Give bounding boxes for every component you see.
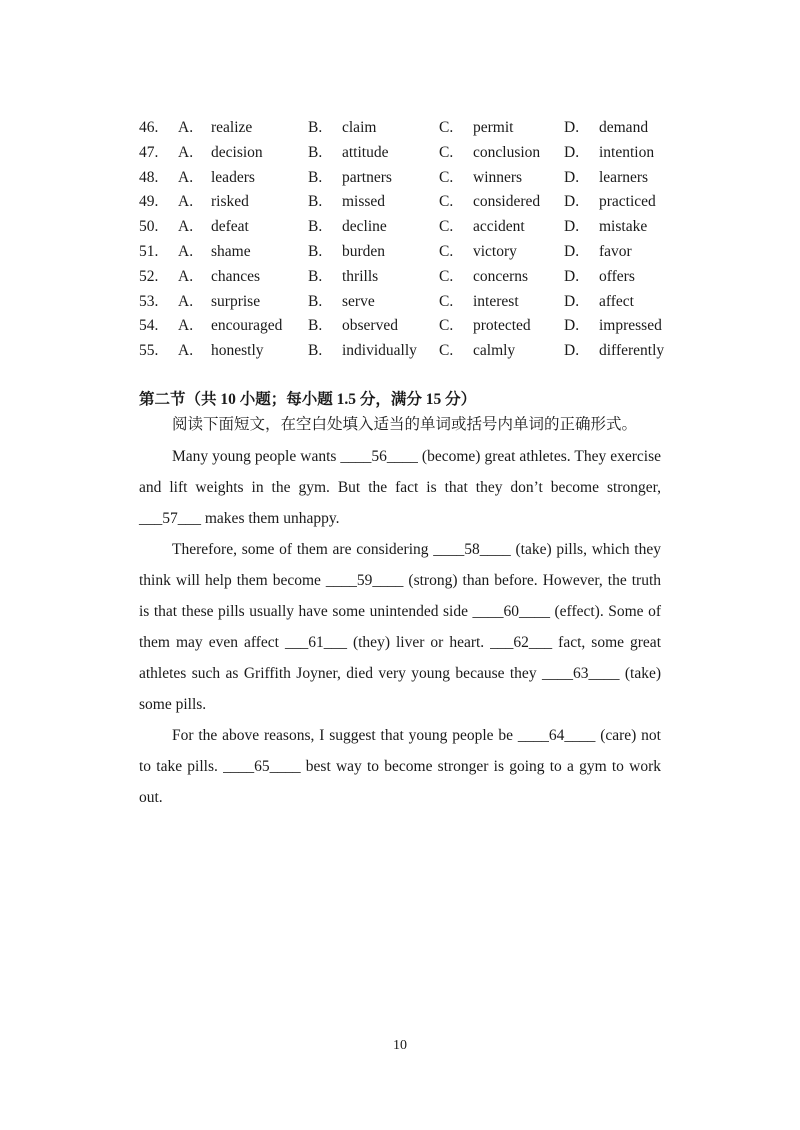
option-d: favor <box>599 242 632 260</box>
option-b: serve <box>342 292 375 310</box>
question-number: 53. <box>139 292 159 310</box>
option-letter-d: D. <box>564 317 580 335</box>
option-b: partners <box>342 168 392 186</box>
passage-paragraph: Many young people wants ____56____ (become) great athletes. They exercise and lift weights in the gym. But the fact is that they don’t become stronger, ___57___ makes them unhappy. <box>139 448 661 527</box>
question-number: 49. <box>139 193 159 211</box>
option-b: individually <box>342 342 417 360</box>
option-letter-b: B. <box>308 342 323 360</box>
passage-paragraph: For the above reasons, I suggest that young people be ____64____ (care) not to take pills. ____65____ best way to become stronger is going to a gym to work out. <box>139 727 661 806</box>
option-letter-b: B. <box>308 317 323 335</box>
option-letter-b: B. <box>308 267 323 285</box>
option-a: honestly <box>211 342 264 360</box>
option-letter-c: C. <box>439 267 454 285</box>
option-letter-c: C. <box>439 292 454 310</box>
option-a: encouraged <box>211 317 283 335</box>
option-letter-c: C. <box>439 218 454 236</box>
option-c: protected <box>473 317 531 335</box>
option-letter-a: A. <box>178 317 194 335</box>
option-letter-b: B. <box>308 168 323 186</box>
question-number: 46. <box>139 119 159 136</box>
option-a: decision <box>211 143 263 161</box>
option-letter-a: A. <box>178 193 194 211</box>
option-c: permit <box>473 119 514 136</box>
question-number: 54. <box>139 317 159 335</box>
option-letter-d: D. <box>564 143 580 161</box>
passage <box>139 441 661 813</box>
question-number: 47. <box>139 143 159 161</box>
option-c: victory <box>473 242 517 260</box>
option-c: concerns <box>473 267 529 285</box>
option-b: claim <box>342 119 377 136</box>
option-letter-a: A. <box>178 143 194 161</box>
question-number: 48. <box>139 168 159 186</box>
option-letter-d: D. <box>564 242 580 260</box>
option-letter-a: A. <box>178 119 194 136</box>
option-letter-a: A. <box>178 342 194 360</box>
question-number: 51. <box>139 242 159 260</box>
option-letter-b: B. <box>308 292 323 310</box>
option-letter-c: C. <box>439 193 454 211</box>
option-letter-b: B. <box>308 143 323 161</box>
option-letter-d: D. <box>564 119 580 136</box>
option-d: offers <box>599 267 635 285</box>
option-c: calmly <box>473 342 516 360</box>
option-letter-a: A. <box>178 218 194 236</box>
passage-paragraph: Therefore, some of them are considering ____58____ (take) pills, which they think will help them become ____59____ (strong) than before. However, the truth is that these pills usually have some unintended side ____60____ (effect). Some of them may even affect ___61___ (they) liver or heart. ___62___ fact, some great athletes such as Griffith Joyner, died very young because they ____63____ (take) some pills. <box>139 541 661 713</box>
option-letter-b: B. <box>308 119 323 136</box>
option-letter-a: A. <box>178 242 194 260</box>
option-c: conclusion <box>473 143 541 161</box>
option-b: attitude <box>342 143 389 161</box>
option-d: affect <box>599 292 634 310</box>
page-number: 10 <box>393 1038 407 1053</box>
option-c: considered <box>473 193 541 211</box>
option-b: missed <box>342 193 386 211</box>
option-letter-c: C. <box>439 168 454 186</box>
section-title: 第二节（共 10 小题；每小题 1.5 分，满分 15 分） <box>139 391 477 408</box>
option-c: interest <box>473 292 519 310</box>
option-letter-d: D. <box>564 292 580 310</box>
option-d: intention <box>599 143 655 161</box>
option-letter-d: D. <box>564 168 580 186</box>
option-d: demand <box>599 119 649 136</box>
option-letter-c: C. <box>439 119 454 136</box>
option-a: chances <box>211 267 261 285</box>
option-letter-d: D. <box>564 218 580 236</box>
option-a: leaders <box>211 168 255 186</box>
option-letter-b: B. <box>308 242 323 260</box>
option-letter-b: B. <box>308 218 323 236</box>
option-a: surprise <box>211 292 261 310</box>
option-letter-c: C. <box>439 342 454 360</box>
option-c: winners <box>473 168 523 186</box>
option-a: shame <box>211 242 251 260</box>
option-letter-d: D. <box>564 267 580 285</box>
option-letter-c: C. <box>439 143 454 161</box>
option-letter-a: A. <box>178 292 194 310</box>
option-letter-c: C. <box>439 242 454 260</box>
option-b: burden <box>342 242 386 260</box>
option-d: learners <box>599 168 649 186</box>
section-instruction: 阅读下面短文，在空白处填入适当的单词或括号内单词的正确形式。 <box>172 416 638 433</box>
option-a: realize <box>211 119 253 136</box>
option-letter-a: A. <box>178 168 194 186</box>
option-c: accident <box>473 218 525 236</box>
option-d: practiced <box>599 193 656 211</box>
option-letter-a: A. <box>178 267 194 285</box>
question-number: 55. <box>139 342 159 360</box>
question-number: 50. <box>139 218 159 236</box>
option-letter-c: C. <box>439 317 454 335</box>
question-number: 52. <box>139 267 159 285</box>
option-letter-b: B. <box>308 193 323 211</box>
option-b: thrills <box>342 267 379 285</box>
option-d: differently <box>599 342 665 360</box>
option-b: observed <box>342 317 398 335</box>
option-d: mistake <box>599 218 648 236</box>
option-a: risked <box>211 193 249 211</box>
option-letter-d: D. <box>564 342 580 360</box>
option-letter-d: D. <box>564 193 580 211</box>
option-a: defeat <box>211 218 249 236</box>
option-b: decline <box>342 218 387 236</box>
option-d: impressed <box>599 317 662 335</box>
